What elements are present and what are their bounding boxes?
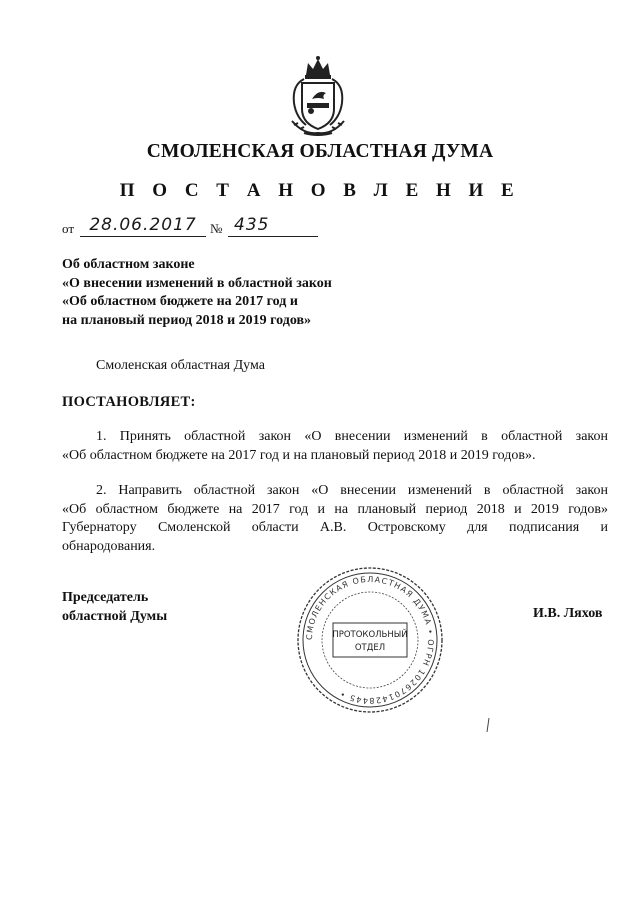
document-date: 28.06.2017 — [80, 214, 206, 237]
document-number: 435 — [228, 214, 318, 237]
signatory-title-line: областной Думы — [62, 609, 168, 624]
number-prefix: № — [210, 221, 223, 236]
document-type-heading: П О С Т А Н О В Л Е Н И Е — [119, 180, 521, 201]
paragraph-1 — [62, 428, 608, 465]
subject-line: «О внесении изменений в областной закон — [62, 275, 332, 291]
date-number-line — [62, 215, 322, 239]
document-subject — [62, 256, 422, 330]
paragraph-line: Губернатору Смоленской области А.В. Островскому для подписания и — [62, 520, 608, 535]
resolve-heading: ПОСТАНОВЛЯЕТ: — [62, 394, 196, 410]
stamp-center-text: ОТДЕЛ — [354, 643, 386, 653]
date-prefix: от — [62, 221, 75, 236]
official-stamp-icon — [295, 565, 445, 715]
coat-of-arms-icon — [284, 55, 352, 137]
pen-mark — [486, 718, 490, 732]
subject-line: на плановый период 2018 и 2019 годов» — [62, 312, 312, 328]
subject-line: «Об областном бюджете на 2017 год и — [62, 294, 298, 309]
stamp-center-text: ПРОТОКОЛЬНЫЙ — [332, 630, 408, 640]
paragraph-line: 1. Принять областной закон «О внесении изменений в областной закон — [96, 429, 608, 444]
paragraph-line: «Об областном бюджете на 2017 год и на плановый период 2018 и 2019 годов». — [62, 447, 536, 463]
paragraph-line: 2. Направить областной закон «О внесении изменений в областной закон — [96, 483, 608, 498]
signatory-name: И.В. Ляхов — [533, 606, 603, 621]
intro-text: Смоленская областная Дума — [96, 358, 265, 373]
signatory-title — [62, 588, 167, 626]
organization-title: СМОЛЕНСКАЯ ОБЛАСТНАЯ ДУМА — [146, 141, 494, 162]
stamp-ring-text: СМОЛЕНСКАЯ ОБЛАСТНАЯ ДУМА • ОГРН 1026701428445 • — [304, 574, 436, 706]
paragraph-2 — [62, 482, 608, 556]
paragraph-line: «Об областном бюджете на 2017 год и на плановый период 2018 и 2019 годов» — [62, 501, 608, 517]
paragraph-line: обнародования. — [62, 538, 156, 554]
signatory-title-line: Председатель — [62, 590, 149, 605]
subject-line: Об областном законе — [62, 257, 195, 272]
